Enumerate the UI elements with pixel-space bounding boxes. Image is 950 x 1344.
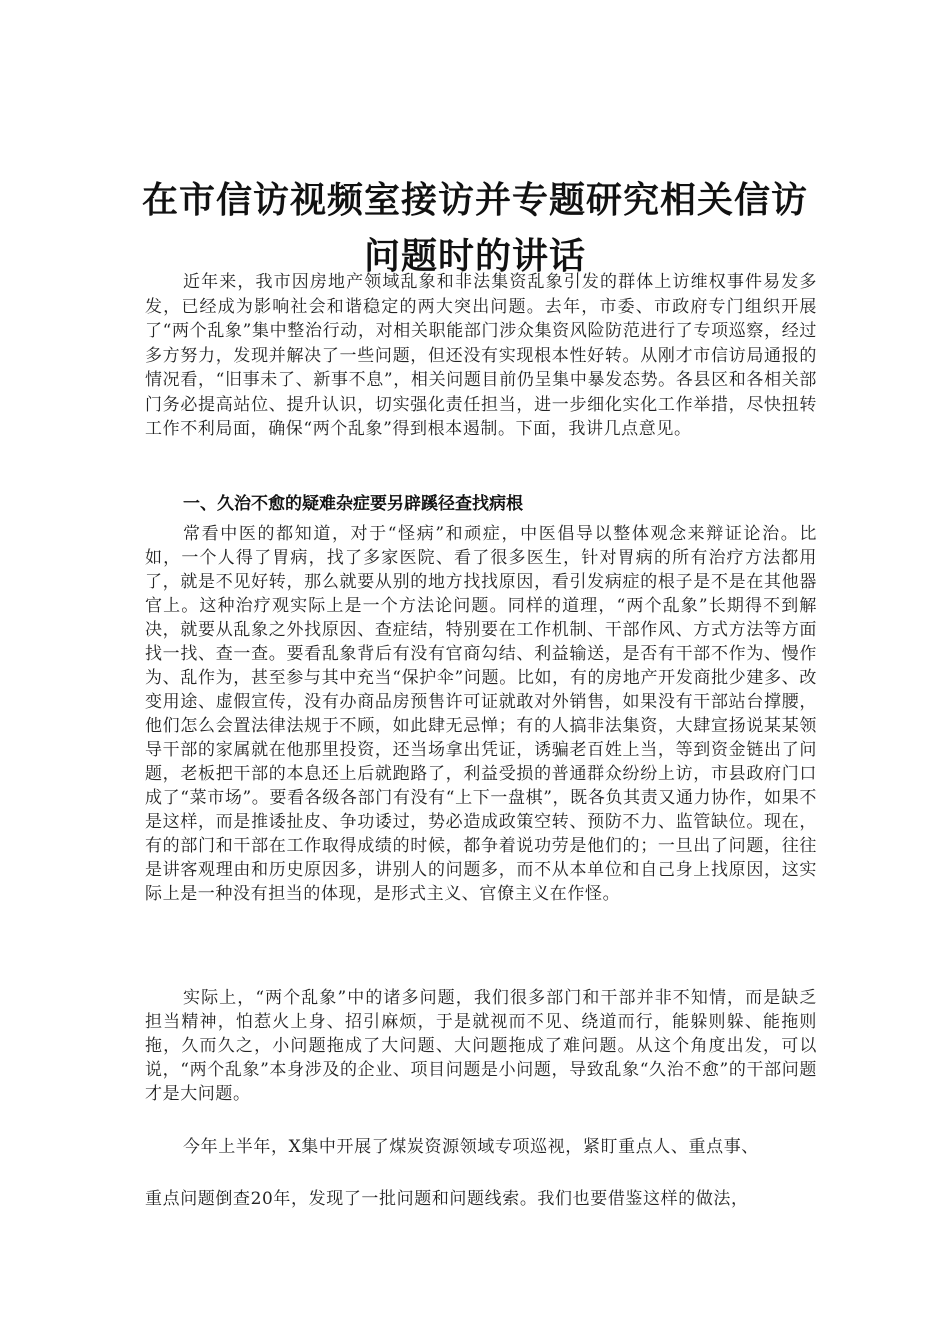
paragraph-section1-b: 实际上，“两个乱象”中的诸多问题，我们很多部门和干部并非不知情，而是缺乏担当精神，怕惹火上身、招引麻烦，于是就视而不见、绕道而行，能躲则躲、能拖则拖，久而久之，小问题拖成了大问题、大问题拖成了难问题。从这个角度出发，可以说，“两个乱象”本身涉及的企业、项目问题是小问题，导致乱象“久治不愈”的干部问题才是大问题。: [145, 988, 817, 1104]
paragraph-line-2: 重点问题倒查20年，发现了一批问题和问题线索。我们也要借鉴这样的做法，: [145, 1189, 749, 1209]
section-heading-1: 一、久治不愈的疑难杂症要另辟蹊径查找病根: [183, 494, 523, 514]
paragraph-section1-a: 常看中医的都知道，对于“怪病”和顽症，中医倡导以整体观念来辩证论治。比如，一个人得了胃病，找了多家医院、看了很多医生，针对胃病的所有治疗方法都用了，就是不见好转，那么就要从别的地方找找原因，看引发病症的根子是不是在其他器官上。这种治疗观实际上是一个方法论问题。同样的道理，“两个乱象”长期得不到解决，就要从乱象之外找原因、查症结，特别要在工作机制、干部作风、方式方法等方面找一找、查一查。要看乱象背后有没有官商勾结、利益输送，是否有干部不作为、慢作为、乱作为，甚至参与其中充当“保护伞”问题。比如，有的房地产开发商批少建多、改变用途、虚假宣传，没有办商品房预售许可证就敢对外销售，如果没有干部站台撑腰，他们怎么会置法律法规于不顾，如此肆无忌惮；有的人搞非法集资，大肆宣扬说某某领导干部的家属就在他那里投资，还当场拿出凭证，诱骗老百姓上当，等到资金链出了问题，老板把干部的本息还上后就跑路了，利益受损的普通群众纷纷上访，市县政府门口成了“菜市场”。要看各级各部门有没有“上下一盘棋”，既各负其责又通力协作，如果不是这样，而是推诿扯皮、争功诿过，势必造成政策空转、预防不力、监管缺位。现在，有的部门和干部在工作取得成绩的时候，都争着说功劳是他们的；一旦出了问题，往往是讲客观理由和历史原因多，讲别人的问题多，而不从本单位和自己身上找原因，这实际上是一种没有担当的体现，是形式主义、官僚主义在作怪。: [145, 524, 817, 904]
title-line-1: 在市信访视频室接访并专题研究相关信访: [141, 179, 808, 221]
document-title: [120, 172, 830, 284]
paragraph-intro: 近年来，我市因房地产领域乱象和非法集资乱象引发的群体上访维权事件易发多发，已经成为影响社会和谐稳定的两大突出问题。去年，市委、市政府专门组织开展了“两个乱象”集中整治行动，对相关职能部门涉众集资风险防范进行了专项巡察，经过多方努力，发现并解决了一些问题，但还没有实现根本性好转。从刚才市信访局通报的情况看，“旧事未了、新事不息”，相关问题目前仍呈集中暴发态势。各县区和各相关部门务必提高站位、提升认识，切实强化责任担当，进一步细化实化工作举措，尽快扭转工作不利局面，确保“两个乱象”得到根本遏制。下面，我讲几点意见。: [145, 272, 817, 439]
title-line-2: 问题时的讲话: [363, 235, 586, 277]
paragraph-line-1: 今年上半年，X集中开展了煤炭资源领域专项巡视，紧盯重点人、重点事、: [183, 1137, 759, 1157]
